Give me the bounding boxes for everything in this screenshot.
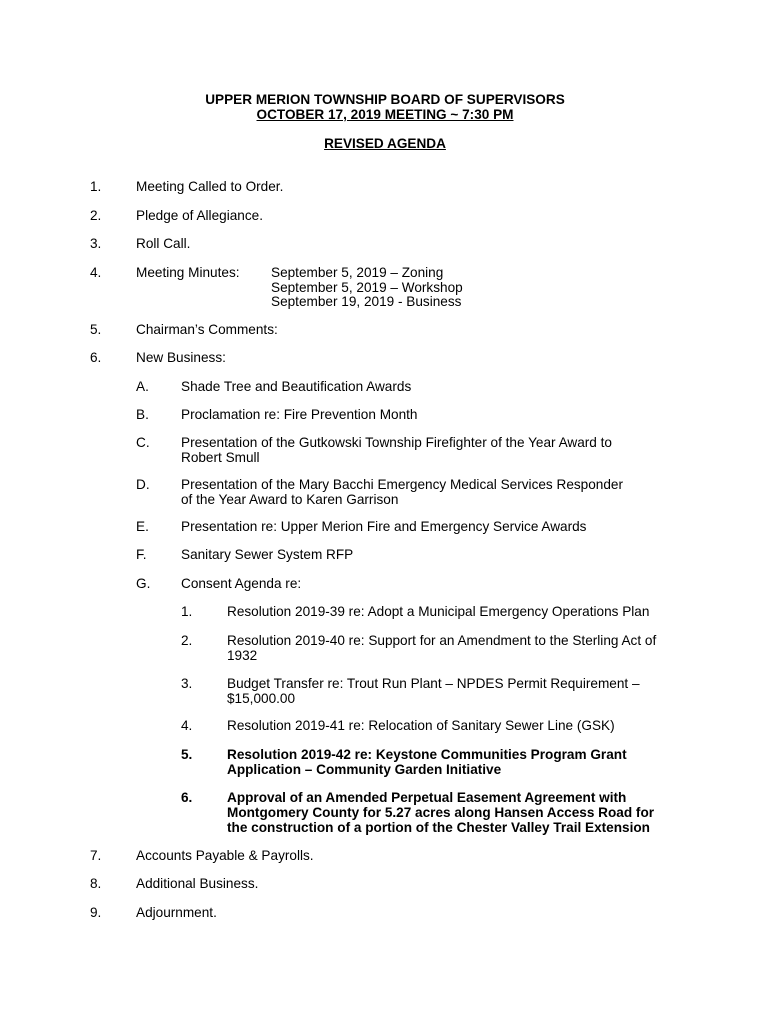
subitem-letter: G.	[136, 576, 151, 591]
minutes-entry: September 5, 2019 – Zoning	[271, 265, 444, 280]
item-text: Accounts Payable & Payrolls.	[136, 848, 314, 863]
item-text: Adjournment.	[136, 905, 217, 920]
consent-text: Resolution 2019-42 re: Keystone Communities Program Grant Application – Community Garden Initiative	[227, 747, 627, 777]
subitem-letter: B.	[136, 407, 149, 422]
minutes-entry: September 19, 2019 - Business	[271, 294, 462, 309]
item-number: 6.	[90, 350, 102, 365]
consent-number: 1.	[181, 604, 193, 619]
item-number: 5.	[90, 322, 102, 337]
item-text: Meeting Minutes:	[136, 265, 240, 280]
item-text: Chairman’s Comments:	[136, 322, 278, 337]
subitem-text: Proclamation re: Fire Prevention Month	[181, 407, 418, 422]
consent-text: Budget Transfer re: Trout Run Plant – NPDES Permit Requirement – $15,000.00	[227, 676, 640, 706]
subitem-letter: D.	[136, 477, 150, 492]
subitem-text: Consent Agenda re:	[181, 576, 302, 591]
title-text: UPPER MERION TOWNSHIP BOARD OF SUPERVISORS	[205, 92, 565, 107]
item-text: Meeting Called to Order.	[136, 179, 284, 194]
item-number: 8.	[90, 876, 102, 891]
subitem-text: Presentation re: Upper Merion Fire and Emergency Service Awards	[181, 519, 587, 534]
item-number: 3.	[90, 236, 102, 251]
consent-text: Resolution 2019-39 re: Adopt a Municipal Emergency Operations Plan	[227, 604, 650, 619]
subitem-text: Shade Tree and Beautification Awards	[181, 379, 412, 394]
consent-number: 5.	[181, 747, 193, 762]
subitem-text: Presentation of the Mary Bacchi Emergency Medical Services Responder of the Year Award to Karen Garrison	[181, 477, 624, 507]
item-text: Additional Business.	[136, 876, 259, 891]
document-title	[0, 92, 770, 107]
subitem-letter: C.	[136, 435, 150, 450]
agenda-heading	[0, 136, 770, 151]
agenda-heading-text: REVISED AGENDA	[324, 136, 446, 151]
subitem-text: Sanitary Sewer System RFP	[181, 547, 354, 562]
consent-number: 3.	[181, 676, 193, 691]
item-number: 2.	[90, 208, 102, 223]
meeting-minutes-list	[271, 265, 571, 309]
item-number: 4.	[90, 265, 102, 280]
subitem-text: Presentation of the Gutkowski Township Firefighter of the Year Award to Robert Smull	[181, 435, 612, 465]
consent-number: 4.	[181, 718, 193, 733]
minutes-entry: September 5, 2019 – Workshop	[271, 279, 463, 295]
subitem-letter: E.	[136, 519, 149, 534]
item-text: New Business:	[136, 350, 226, 365]
subitem-letter: F.	[136, 547, 147, 562]
consent-text: Resolution 2019-41 re: Relocation of Sanitary Sewer Line (GSK)	[227, 718, 615, 733]
item-number: 7.	[90, 848, 102, 863]
consent-number: 2.	[181, 633, 193, 648]
subitem-letter: A.	[136, 379, 149, 394]
item-text: Pledge of Allegiance.	[136, 208, 263, 223]
meeting-date-heading	[0, 107, 770, 122]
consent-text: Approval of an Amended Perpetual Easement Agreement with Montgomery County for 5.27 acres along Hansen Access Road for the construction of a portion of the Chester Valley Trail Extension	[227, 790, 655, 835]
consent-text: Resolution 2019-40 re: Support for an Amendment to the Sterling Act of 1932	[227, 633, 657, 663]
item-text: Roll Call.	[136, 236, 191, 251]
item-number: 1.	[90, 179, 102, 194]
consent-number: 6.	[181, 790, 193, 805]
item-number: 9.	[90, 905, 102, 920]
meeting-date-text: OCTOBER 17, 2019 MEETING ~ 7:30 PM	[256, 107, 514, 122]
